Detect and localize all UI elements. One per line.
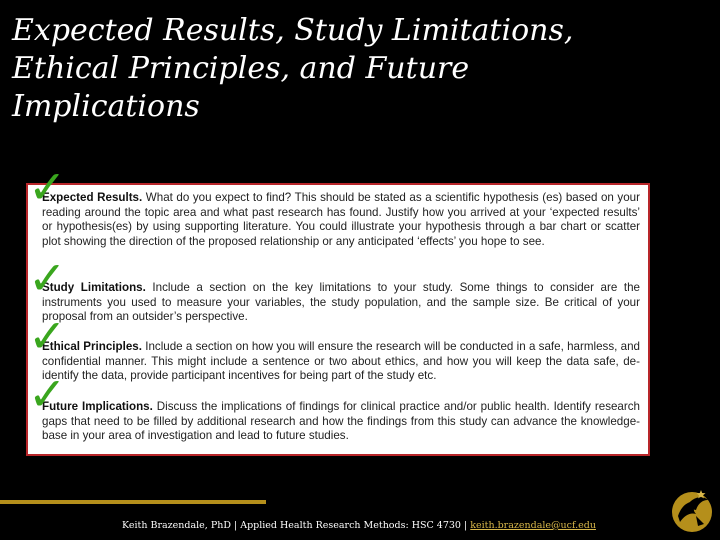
check-icon: ✓ xyxy=(28,309,67,363)
item-heading: Future Implications. xyxy=(42,400,153,413)
check-icon: ✓ xyxy=(28,160,67,214)
item-text: Include a section on how you will ensure the research will be conducted in a safe, harmless, and confidential manner. This might include a sentence or two about ethics, and how you will keep the data safe, de-identify the data, provide participant incentives for being part of the study etc. xyxy=(42,340,640,382)
item-text: What do you expect to find? This should be stated as a scientific hypothesis (es) based on your reading around the topic area and what past research has found. Justify how you arrived at your ‘expected results’ or hypothesis(es) by using supporting literature. You could illustrate your hypothesis through a bar chart or scatter plot showing the direction of the proposed relationship or any anticipated ‘effects’ you hope to see. xyxy=(42,191,640,248)
gold-divider xyxy=(0,500,266,504)
item-heading: Expected Results. xyxy=(42,191,143,204)
title-line: Expected Results, Study Limitations, xyxy=(12,13,574,48)
footer-email-link[interactable]: keith.brazendale@ucf.edu xyxy=(470,520,596,531)
content-box xyxy=(26,183,650,456)
item-heading: Study Limitations. xyxy=(42,281,146,294)
slide-title xyxy=(12,12,652,126)
footer xyxy=(122,520,642,531)
footer-text: Keith Brazendale, PhD | Applied Health Research Methods: HSC 4730 | xyxy=(122,520,471,531)
title-line: Ethical Principles, and Future xyxy=(12,51,470,86)
item-text: Include a section on the key limitations to your study. Some things to consider are the instruments you used to measure your variables, the study population, and the sample size. Be critical of your proposal from an outsider’s perspective. xyxy=(42,281,640,323)
check-icon: ✓ xyxy=(28,367,67,421)
check-icon: ✓ xyxy=(28,251,67,305)
item-ethical-principles xyxy=(42,340,640,384)
item-study-limitations xyxy=(42,281,640,325)
item-heading: Ethical Principles. xyxy=(42,340,142,353)
item-future-implications xyxy=(42,400,640,444)
title-line: Implications xyxy=(12,89,200,124)
item-expected-results xyxy=(42,191,640,249)
item-text: Discuss the implications of findings for clinical practice and/or public health. Identify research gaps that need to be filled by additional research and how the findings from this study can advance the knowledge-base in your area of investigation and lead to future studies. xyxy=(42,400,640,442)
pegasus-logo-icon xyxy=(668,486,714,534)
